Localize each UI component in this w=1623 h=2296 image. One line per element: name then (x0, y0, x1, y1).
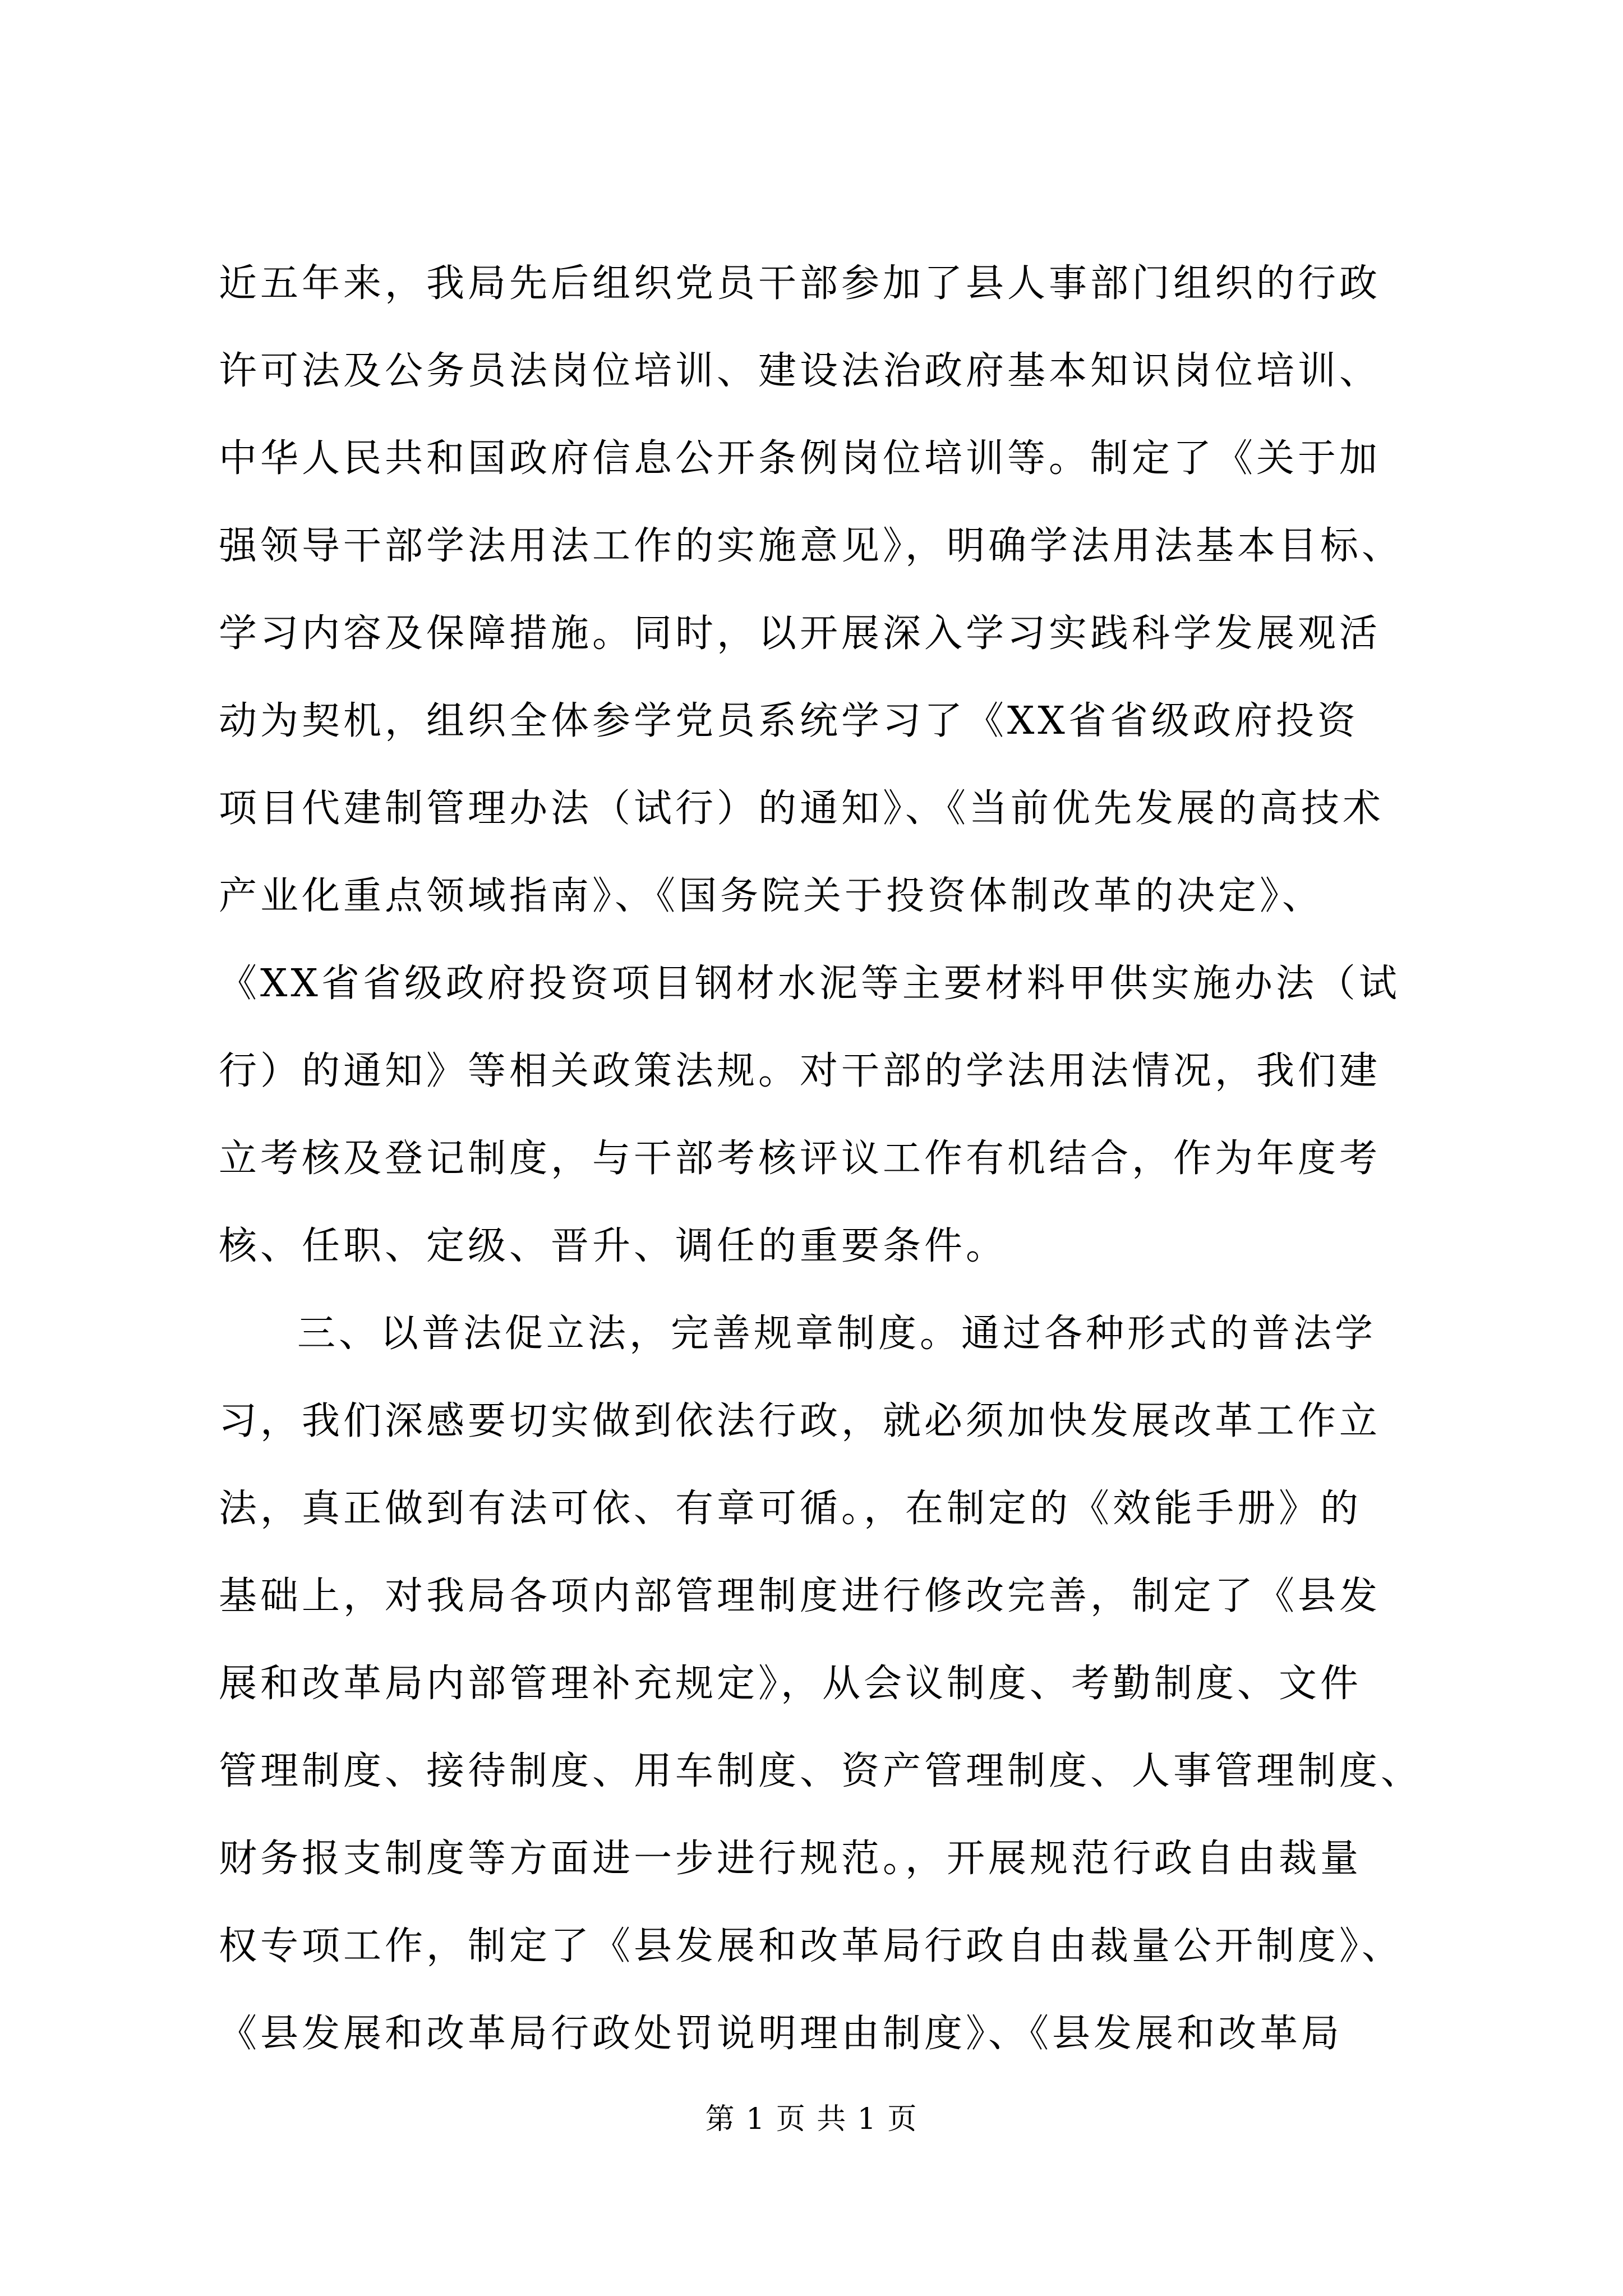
text-line: 基础上，对我局各项内部管理制度进行修改完善，制定了《县发 (219, 1574, 1381, 1618)
text-line: 展和改革局内部管理补充规定》，从会议制度、考勤制度、文件 (219, 1662, 1362, 1706)
text-line: 中华人民共和国政府信息公开条例岗位培训等。制定了《关于加 (219, 436, 1381, 481)
text-line: 产业化重点领域指南》、《国务院关于投资体制改革的决定》、 (219, 874, 1324, 918)
text-line: 许可法及公务员法岗位培训、建设法治政府基本知识岗位培训、 (219, 349, 1381, 393)
page-footer: 第 1 页 共 1 页 (705, 2102, 918, 2136)
text-line: 近五年来，我局先后组织党员干部参加了县人事部门组织的行政 (219, 261, 1381, 306)
text-line: 管理制度、接待制度、用车制度、资产管理制度、人事管理制度、 (219, 1749, 1423, 1793)
text-line: 习，我们深感要切实做到依法行政，就必须加快发展改革工作立 (219, 1399, 1381, 1443)
text-line: 行）的通知》等相关政策法规。对干部的学法用法情况，我们建 (219, 1049, 1381, 1093)
text-line: 核、任职、定级、晋升、调任的重要条件。 (219, 1224, 1008, 1268)
text-line: 财务报支制度等方面进一步进行规范。，开展规范行政自由裁量 (219, 1837, 1362, 1881)
text-line: 动为契机，组织全体参学党员系统学习了《XX省省级政府投资 (219, 699, 1359, 743)
text-line: 项目代建制管理办法（试行）的通知》、《当前优先发展的高技术 (219, 786, 1385, 831)
section-heading-line: 三、以普法促立法，完善规章制度。通过各种形式的普法学 (297, 1312, 1377, 1356)
body-text (219, 240, 1475, 2078)
text-line: 权专项工作，制定了《县发展和改革局行政自由裁量公开制度》、 (219, 1924, 1404, 1968)
text-line: 《县发展和改革局行政处罚说明理由制度》、《县发展和改革局 (219, 2012, 1343, 2056)
text-line: 立考核及登记制度，与干部考核评议工作有机结合，作为年度考 (219, 1137, 1381, 1181)
text-line: 《XX省省级政府投资项目钢材水泥等主要材料甲供实施办法（试 (219, 961, 1400, 1006)
text-line: 法，真正做到有法可依、有章可循。，在制定的《效能手册》的 (219, 1487, 1362, 1531)
text-line: 学习内容及保障措施。同时，以开展深入学习实践科学发展观活 (219, 611, 1381, 656)
text-line: 强领导干部学法用法工作的实施意见》，明确学法用法基本目标、 (219, 524, 1404, 568)
